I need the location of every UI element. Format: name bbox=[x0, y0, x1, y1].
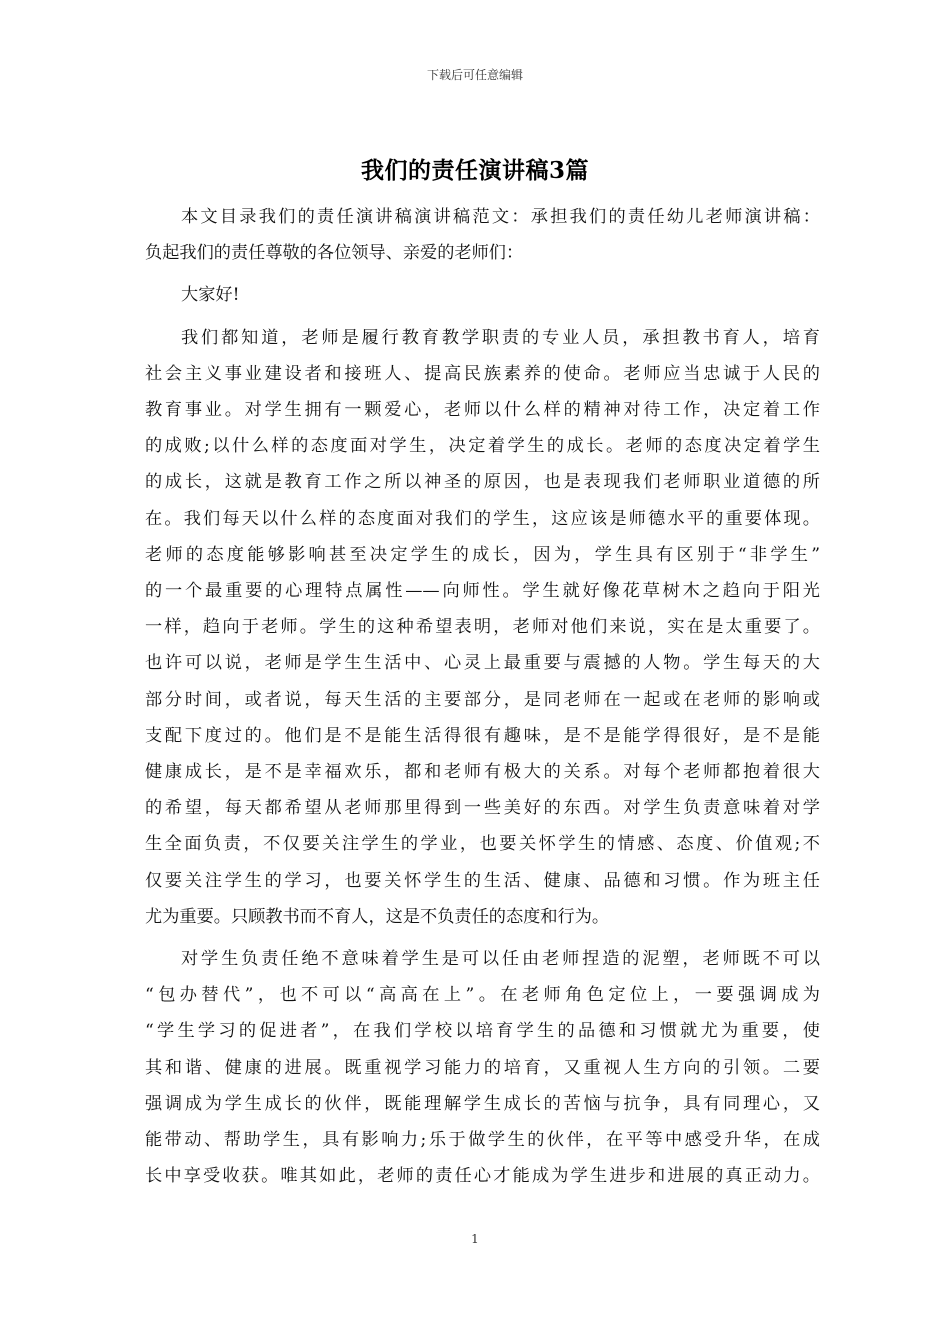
document-body bbox=[145, 199, 820, 1194]
paragraph-line: 在。我们每天以什么样的态度面对我们的学生，这应该是师德水平的重要体现。 bbox=[145, 508, 820, 529]
paragraph-line: 尤为重要。只顾教书而不育人，这是不负责任的态度和行为。 bbox=[145, 906, 610, 927]
paragraph-line: 也许可以说，老师是学生生活中、心灵上最重要与震撼的人物。学生每天的大 bbox=[145, 653, 820, 674]
paragraph-line: 大家好! bbox=[181, 285, 240, 306]
paragraph-line: 其和谐、健康的进展。既重视学习能力的培育，又重视人生方向的引领。二要 bbox=[145, 1057, 820, 1078]
page-number: 1 bbox=[471, 1232, 479, 1246]
paragraph-line: 健康成长，是不是幸福欢乐，都和老师有极大的关系。对每个老师都抱着很大 bbox=[145, 762, 820, 783]
page-header-note: 下载后可任意编辑 bbox=[426, 68, 523, 82]
paragraph-main bbox=[145, 320, 820, 935]
paragraph-line: 我们都知道，老师是履行教育教学职责的专业人员，承担教书育人，培育 bbox=[181, 327, 820, 348]
paragraph-line: 强调成为学生成长的伙伴，既能理解学生成长的苦恼与抗争，具有同理心，又 bbox=[145, 1093, 820, 1114]
paragraph-line: 长中享受收获。唯其如此，老师的责任心才能成为学生进步和进展的真正动力。 bbox=[145, 1166, 820, 1187]
paragraph-line: 仅要关注学生的学习，也要关怀学生的生活、健康、品德和习惯。作为班主任 bbox=[145, 870, 820, 891]
paragraph-line: 的成长，这就是教育工作之所以神圣的原因，也是表现我们老师职业道德的所 bbox=[145, 472, 820, 493]
paragraph-responsibility bbox=[145, 941, 820, 1194]
paragraph-greeting bbox=[145, 277, 820, 313]
document-title: 我们的责任演讲稿3篇 bbox=[360, 157, 589, 184]
paragraph-line: 能带动、帮助学生，具有影响力;乐于做学生的伙伴，在平等中感受升华，在成 bbox=[145, 1130, 820, 1151]
paragraph-line: 的成败;以什么样的态度面对学生，决定着学生的成长。老师的态度决定着学生 bbox=[145, 436, 820, 457]
paragraph-line: 对学生负责任绝不意味着学生是可以任由老师捏造的泥塑，老师既不可以 bbox=[181, 949, 820, 970]
paragraph-line: 负起我们的责任尊敬的各位领导、亲爱的老师们： bbox=[145, 243, 524, 264]
paragraph-line: 的希望，每天都希望从老师那里得到一些美好的东西。对学生负责意味着对学 bbox=[145, 798, 820, 819]
paragraph-line: 社会主义事业建设者和接班人、提高民族素养的使命。老师应当忠诚于人民的 bbox=[145, 363, 820, 384]
paragraph-line: 部分时间，或者说，每天生活的主要部分，是同老师在一起或在老师的影响或 bbox=[145, 689, 820, 710]
paragraph-intro bbox=[145, 199, 820, 271]
paragraph-line: 教育事业。对学生拥有一颗爱心，老师以什么样的精神对待工作，决定着工作 bbox=[145, 400, 820, 421]
paragraph-line: 支配下度过的。他们是不是能生活得很有趣味，是不是能学得很好，是不是能 bbox=[145, 725, 820, 746]
paragraph-line: “包办替代”，也不可以“高高在上”。在老师角色定位上，一要强调成为 bbox=[145, 985, 820, 1006]
paragraph-line: 生全面负责，不仅要关注学生的学业，也要关怀学生的情感、态度、价值观;不 bbox=[145, 834, 820, 855]
paragraph-line: 一样，趋向于老师。学生的这种希望表明，老师对他们来说，实在是太重要了。 bbox=[145, 617, 820, 638]
paragraph-line: 老师的态度能够影响甚至决定学生的成长，因为，学生具有区别于“非学生” bbox=[145, 544, 820, 565]
paragraph-line: 本文目录我们的责任演讲稿演讲稿范文：承担我们的责任幼儿老师演讲稿： bbox=[181, 207, 820, 227]
paragraph-line: 的一个最重要的心理特点属性——向师性。学生就好像花草树木之趋向于阳光 bbox=[145, 581, 820, 602]
paragraph-line: “学生学习的促进者”，在我们学校以培育学生的品德和习惯就尤为重要，使 bbox=[145, 1021, 820, 1042]
